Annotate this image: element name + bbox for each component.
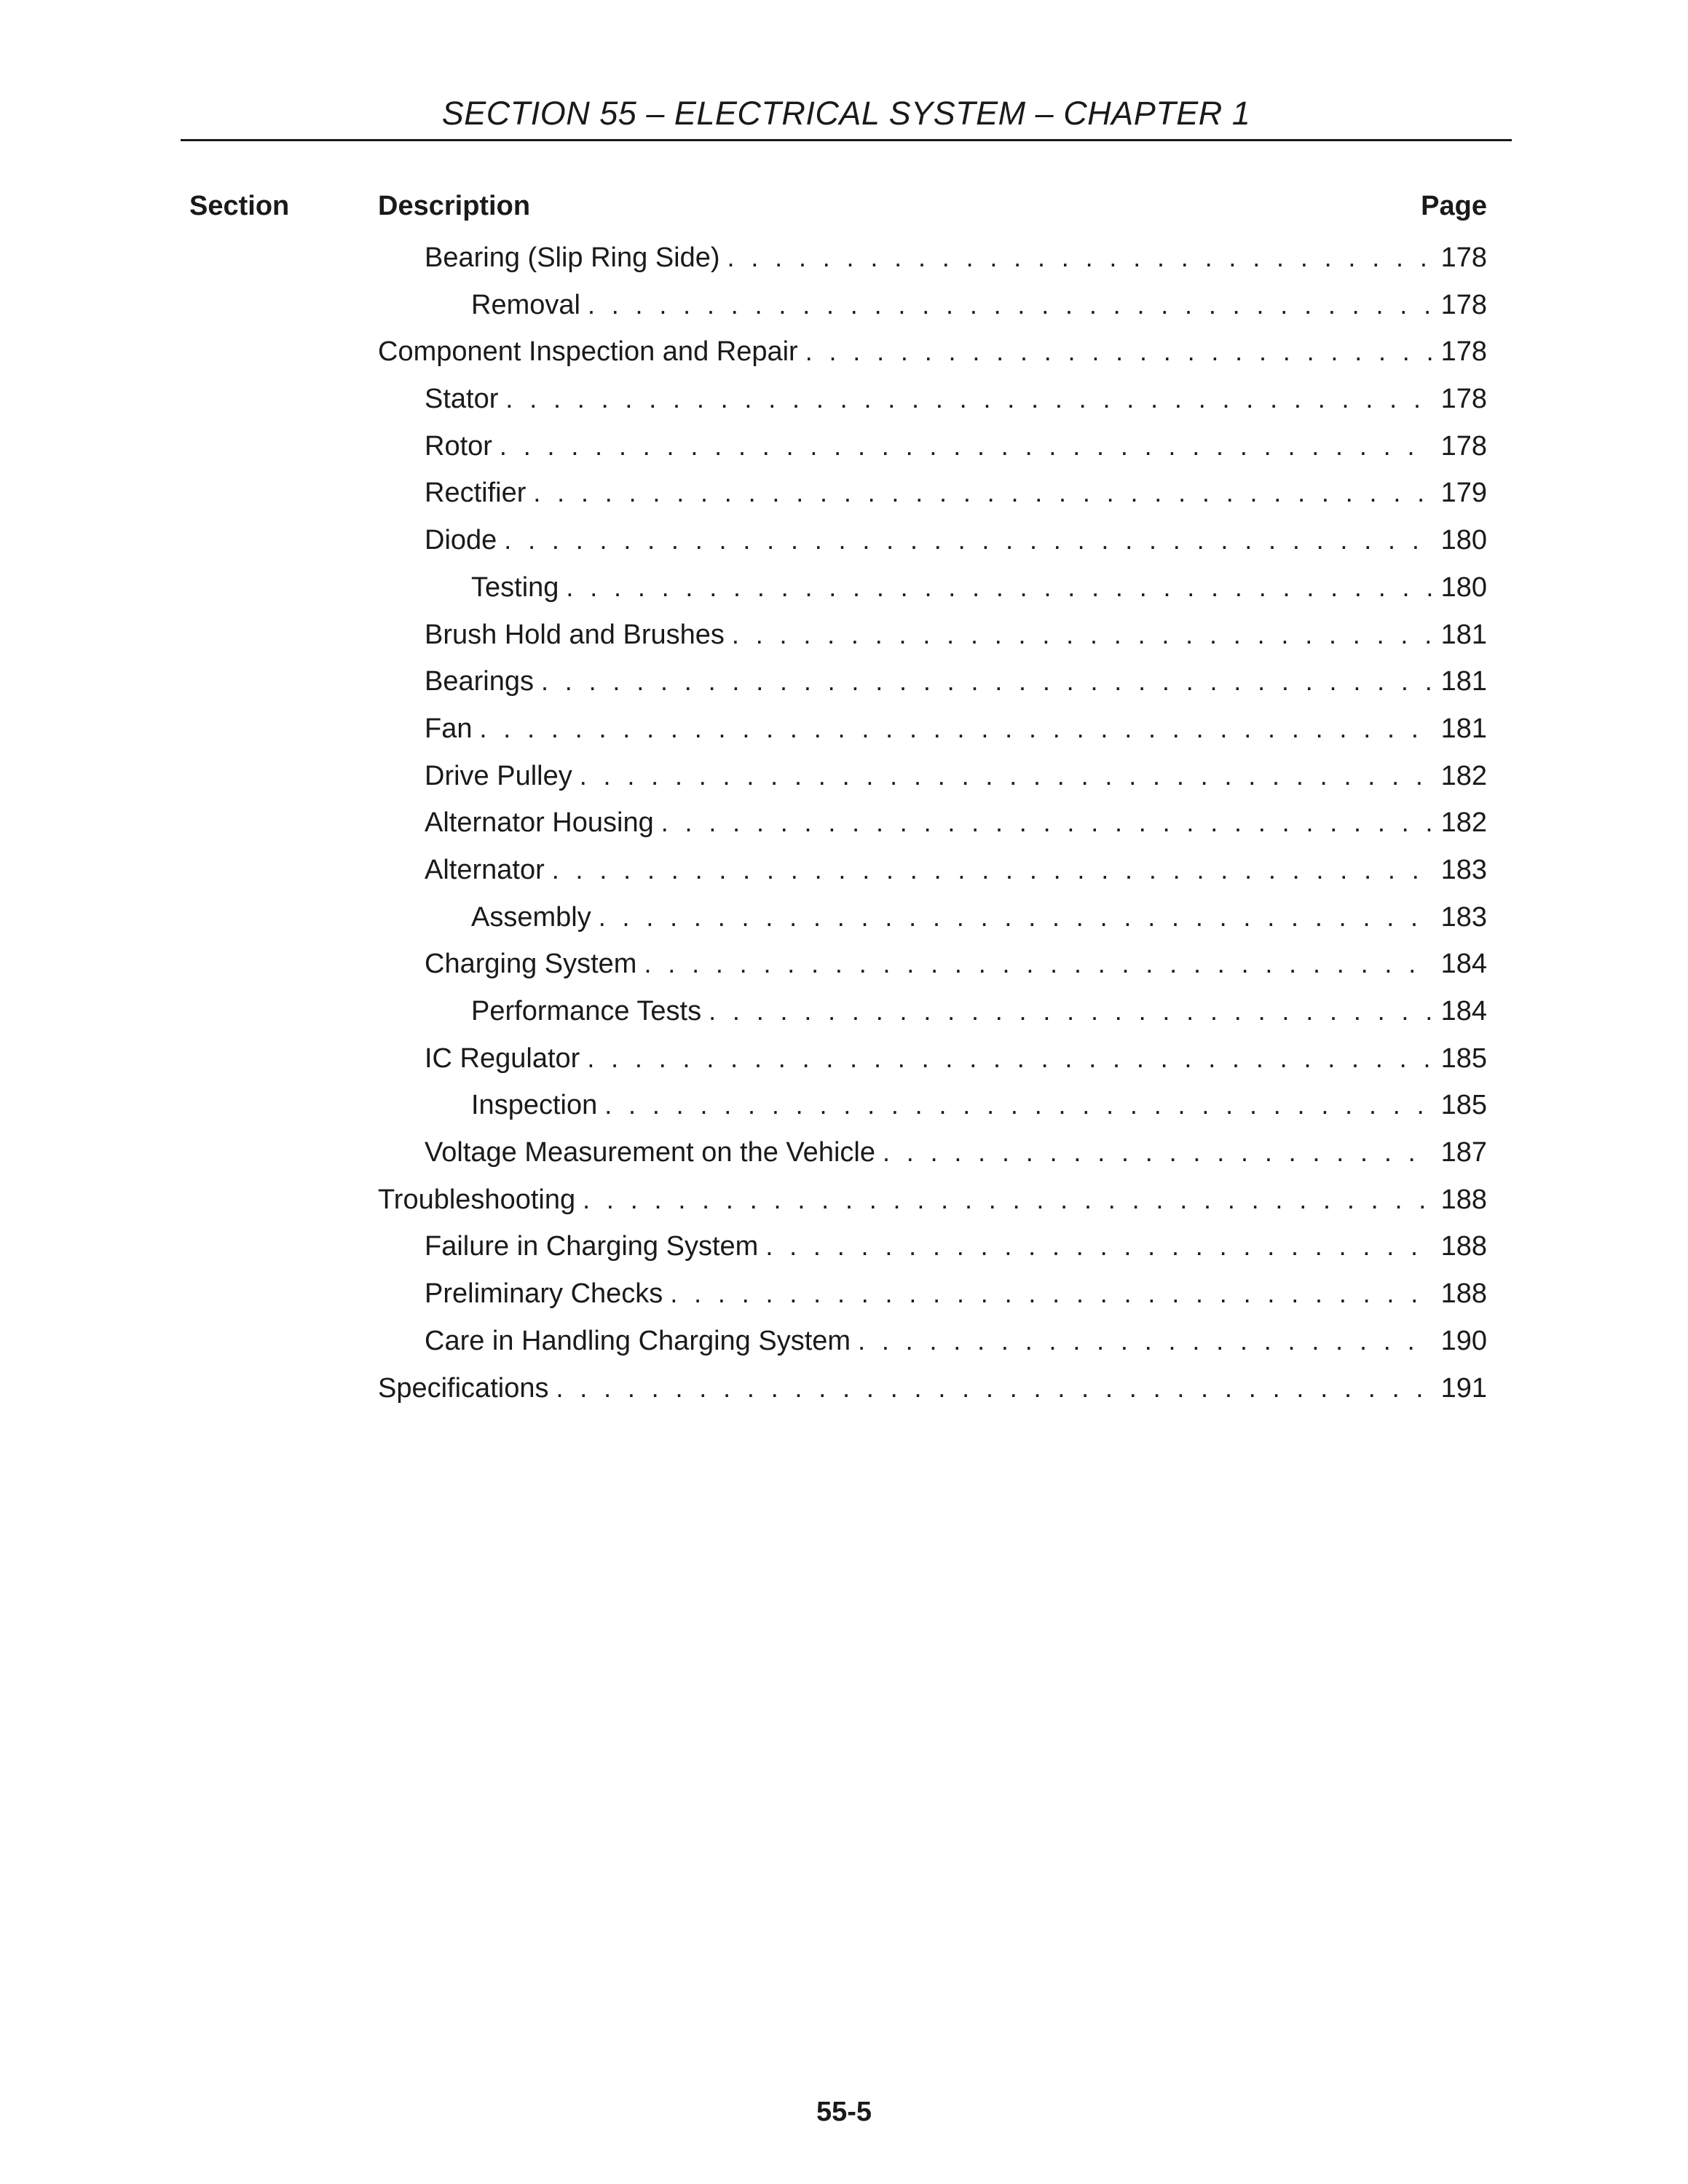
toc-entry-title: Component Inspection and Repair — [378, 336, 798, 368]
dot-leader — [533, 470, 1432, 517]
dot-leader — [556, 1365, 1432, 1412]
toc-entry — [378, 1176, 1487, 1224]
toc-entry-page: 185 — [1440, 1042, 1487, 1074]
toc-entry — [378, 847, 1487, 894]
toc-entry-title: Preliminary Checks — [425, 1278, 663, 1310]
toc-entry-page: 184 — [1440, 996, 1487, 1026]
dot-leader — [805, 328, 1432, 376]
toc-entry — [378, 282, 1487, 329]
toc-entry — [378, 753, 1487, 800]
dot-leader — [500, 423, 1432, 470]
toc-entry-page: 178 — [1440, 289, 1487, 320]
table-of-contents — [378, 234, 1487, 1412]
dot-leader — [604, 1082, 1432, 1129]
toc-entry-title: Rectifier — [425, 478, 526, 509]
toc-entry — [378, 612, 1487, 659]
toc-entry — [378, 1270, 1487, 1318]
toc-entry-title: Diode — [425, 525, 497, 556]
page-title: SECTION 55 – ELECTRICAL SYSTEM – CHAPTER 1 — [441, 95, 1251, 132]
toc-entry-title: Testing — [471, 571, 559, 603]
toc-entry-page: 183 — [1440, 854, 1487, 885]
toc-entry-page: 183 — [1440, 901, 1487, 933]
toc-entry-page: 182 — [1440, 807, 1487, 839]
toc-entry-page: 190 — [1440, 1325, 1487, 1356]
toc-entry-page: 178 — [1440, 242, 1487, 273]
toc-entry-title: Stator — [425, 384, 499, 415]
dot-leader — [732, 612, 1432, 659]
toc-entry-page: 178 — [1440, 384, 1487, 415]
toc-entry-title: Inspection — [471, 1090, 598, 1121]
toc-entry — [378, 470, 1487, 517]
dot-leader — [580, 753, 1432, 800]
toc-entry-title: Specifications — [378, 1372, 549, 1404]
dot-leader — [566, 564, 1432, 612]
toc-entry — [378, 658, 1487, 705]
toc-entry-page: 181 — [1440, 713, 1487, 744]
toc-entry-title: Bearings — [425, 666, 534, 697]
page-number: 55-5 — [816, 2097, 872, 2127]
toc-entry-page: 178 — [1440, 430, 1487, 462]
dot-leader — [765, 1223, 1432, 1270]
dot-leader — [670, 1270, 1432, 1318]
toc-entry-title: Performance Tests — [471, 996, 702, 1026]
toc-entry-title: Assembly — [471, 901, 591, 933]
toc-entry-title: Alternator — [425, 854, 545, 885]
toc-entry-title: Rotor — [425, 430, 492, 462]
toc-entry-page: 180 — [1440, 571, 1487, 603]
toc-entry — [378, 988, 1487, 1035]
toc-entry — [378, 1129, 1487, 1176]
dot-leader — [479, 705, 1432, 753]
toc-entry-page: 182 — [1440, 760, 1487, 791]
dot-leader — [644, 941, 1432, 988]
toc-entry-title: Alternator Housing — [425, 807, 654, 839]
toc-entry — [378, 1223, 1487, 1270]
dot-leader — [858, 1318, 1432, 1365]
toc-entry-title: Brush Hold and Brushes — [425, 619, 725, 650]
toc-entry-title: Fan — [425, 713, 473, 744]
dot-leader — [552, 847, 1432, 894]
dot-leader — [505, 376, 1432, 423]
dot-leader — [588, 282, 1432, 329]
toc-entry-page: 181 — [1440, 619, 1487, 650]
column-header-page: Page — [1421, 191, 1487, 221]
toc-entry — [378, 376, 1487, 423]
toc-entry — [378, 423, 1487, 470]
column-header-description: Description — [378, 191, 531, 221]
dot-leader — [727, 234, 1432, 282]
toc-entry-title: Voltage Measurement on the Vehicle — [425, 1137, 875, 1168]
dot-leader — [541, 658, 1432, 705]
dot-leader — [583, 1176, 1432, 1224]
toc-entry — [378, 941, 1487, 988]
toc-entry — [378, 799, 1487, 847]
dot-leader — [599, 894, 1432, 941]
toc-entry-page: 188 — [1440, 1184, 1487, 1215]
toc-entry-title: Drive Pulley — [425, 760, 572, 791]
dot-leader — [661, 799, 1432, 847]
toc-entry — [378, 705, 1487, 753]
toc-entry-page: 184 — [1440, 949, 1487, 980]
toc-entry — [378, 1365, 1487, 1412]
toc-entry — [378, 1318, 1487, 1365]
toc-entry — [378, 564, 1487, 612]
toc-entry-title: Failure in Charging System — [425, 1231, 759, 1262]
toc-entry — [378, 894, 1487, 941]
dot-leader — [504, 517, 1432, 564]
dot-leader — [587, 1035, 1432, 1083]
toc-entry — [378, 517, 1487, 564]
column-header-section: Section — [189, 191, 290, 221]
toc-entry-page: 191 — [1440, 1372, 1487, 1404]
toc-entry-title: Troubleshooting — [378, 1184, 576, 1215]
dot-leader — [709, 988, 1432, 1035]
dot-leader — [883, 1129, 1432, 1176]
toc-entry-title: Charging System — [425, 949, 637, 980]
toc-entry — [378, 1082, 1487, 1129]
toc-entry-page: 187 — [1440, 1137, 1487, 1168]
toc-entry-page: 185 — [1440, 1090, 1487, 1121]
toc-entry-title: Bearing (Slip Ring Side) — [425, 242, 720, 273]
toc-entry-title: IC Regulator — [425, 1042, 580, 1074]
toc-entry-page: 180 — [1440, 525, 1487, 556]
toc-entry — [378, 1035, 1487, 1083]
header-rule — [181, 139, 1512, 141]
toc-entry-page: 178 — [1440, 336, 1487, 368]
toc-entry-page: 179 — [1440, 478, 1487, 509]
toc-entry-page: 188 — [1440, 1231, 1487, 1262]
toc-entry — [378, 328, 1487, 376]
toc-entry-page: 188 — [1440, 1278, 1487, 1310]
toc-entry-title: Removal — [471, 289, 580, 320]
toc-entry — [378, 234, 1487, 282]
toc-entry-title: Care in Handling Charging System — [425, 1325, 851, 1356]
toc-entry-page: 181 — [1440, 666, 1487, 697]
